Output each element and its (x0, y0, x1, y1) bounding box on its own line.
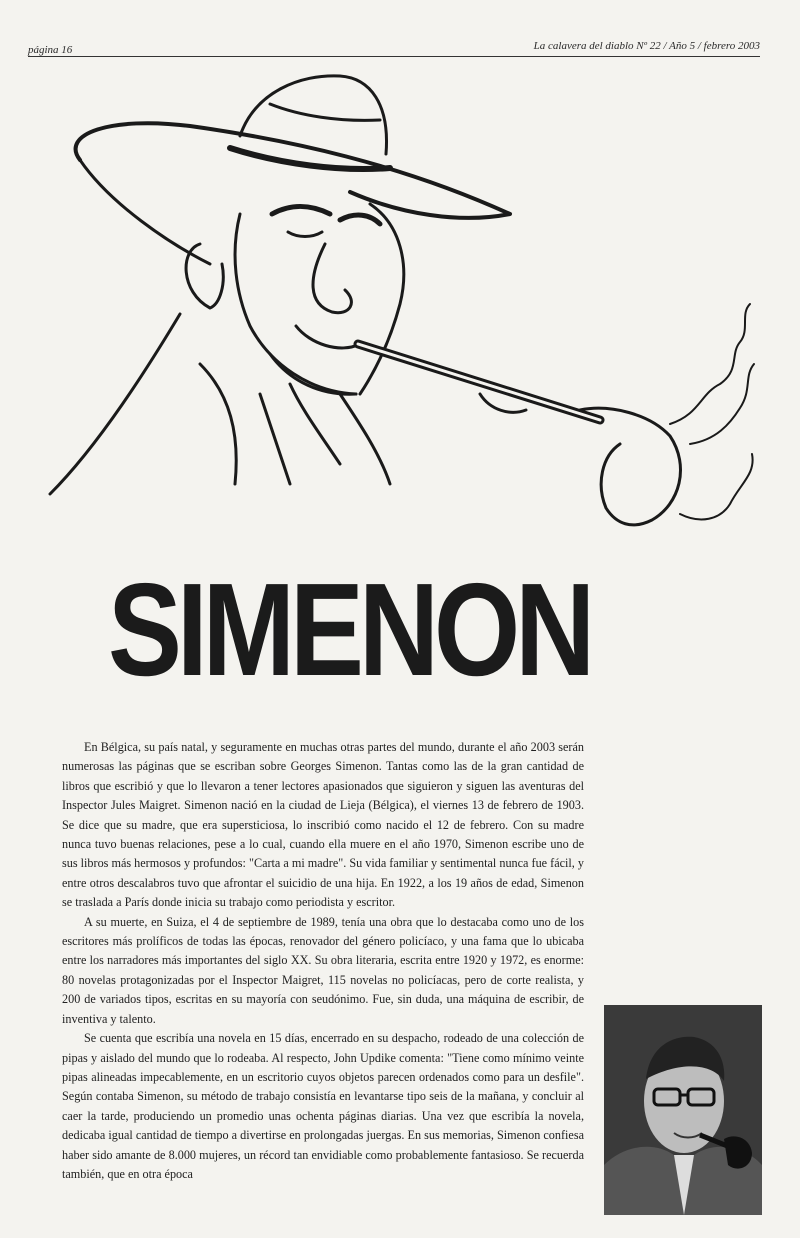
publication-header: La calavera del diablo Nº 22 / Año 5 / febrero 2003 (533, 40, 760, 52)
header-rule (28, 56, 760, 57)
article-body (62, 738, 584, 1184)
page-number: página 16 (28, 44, 73, 56)
article-paragraph: A su muerte, en Suiza, el 4 de septiembre de 1989, tenía una obra que lo destacaba como uno de los escritores más prolíficos de todas las épocas, renovador del género policíaco, y una fama que lo ubicaba entre los narradores más importantes del siglo XX. Su obra literaria, escrita entre 1920 y 1972, es enorme: 80 novelas protagonizadas por el Inspector Maigret, 115 novelas no policíacas, pero de corte realista, y 200 de variados tipos, escritas en su mayoría con seudónimo. Fue, sin duda, una máquina de escribir, de inventiva y talento. (62, 914, 584, 1026)
article-title: SIMENON (108, 556, 591, 703)
article-paragraph: Se cuenta que escribía una novela en 15 días, encerrado en su despacho, rodeado de una colección de pipas y aislado del mundo que lo rodeaba. Al respecto, John Updike comenta: "Tiene como mínimo veinte pipas alineadas impecablemente, en un escritorio cuyos objetos parecen ordenados como para un desfile". Según contaba Simenon, su método de trabajo consistía en levantarse tipo seis de la mañana, y concluir al caer la tarde, produciendo un promedio unas ochenta páginas diarias. Una vez que escribía la novela, dedicaba igual cantidad de tiempo a divertirse en prolongadas juergas. En sus memorias, Simenon confiesa haber sido amante de 8.000 mujeres, un récord tan envidiable como probablemente fantasioso. Se recuerda también, que en otra época (62, 1031, 584, 1181)
article-paragraph: En Bélgica, su país natal, y seguramente en muchas otras partes del mundo, durante el año 2003 serán numerosas las páginas que se escriban sobre Georges Simenon. Tantas como las de la gran cantidad de libros que escribió y que lo llevaron a tener lectores apasionados que siguieron y siguen las aventuras del Inspector Jules Maigret. Simenon nació en la ciudad de Lieja (Bélgica), el viernes 13 de febrero de 1903. Se dice que su madre, que era supersticiosa, lo inscribió como nacido el 12 de febrero. Con su madre nunca tuvo buenas relaciones, pese a lo cual, cuando ella muere en el año 1970, Simenon escribe uno de sus libros más hermosos y profundos: "Carta a mi madre". Su vida familiar y sentimental nunca fue fácil, y entre otros descalabros tuvo que afrontar el suicidio de una hija. En 1922, a los 19 años de edad, Simenon se traslada a París donde inicia su trabajo como periodista y escritor. (62, 740, 584, 910)
portrait-photo (604, 1005, 762, 1215)
caricature-illustration (40, 64, 760, 544)
